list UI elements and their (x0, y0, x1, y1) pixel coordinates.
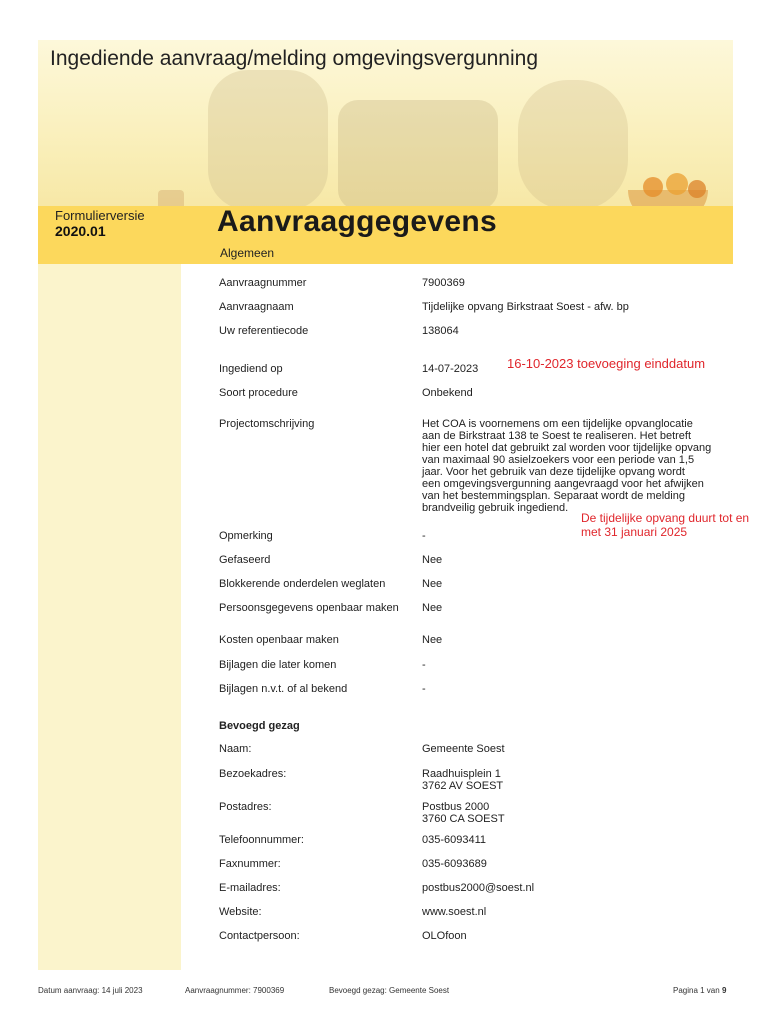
aanvraagnummer-value: 7900369 (422, 277, 465, 289)
bezoekadres-label: Bezoekadres: (219, 768, 287, 780)
fax-value: 035-6093689 (422, 858, 487, 870)
footer-aanvraagnummer: Aanvraagnummer: 7900369 (185, 986, 285, 995)
telefoon-value: 035-6093411 (422, 834, 487, 846)
form-version-value: 2020.01 (55, 223, 106, 239)
footer-bevoegd-gezag: Bevoegd gezag: Gemeente Soest (329, 986, 450, 995)
page-title: Ingediende aanvraag/melding omgevingsvergunning (50, 47, 539, 70)
aanvraagnaam-value: Tijdelijke opvang Birkstraat Soest - afw. bp (422, 301, 629, 313)
footer-page-prefix: Pagina 1 van (673, 986, 720, 995)
persoonsgegevens-value: Nee (422, 602, 443, 614)
form-version-label: Formulierversie (55, 208, 145, 223)
gefaseerd-value: Nee (422, 554, 443, 566)
section-title: Aanvraaggegevens (217, 205, 497, 238)
kosten-value: Nee (422, 634, 443, 646)
annotation-einddatum: 16-10-2023 toevoeging einddatum (507, 356, 706, 371)
postadres-line2: 3760 CA SOEST (422, 813, 505, 825)
ingediend-value: 14-07-2023 (422, 363, 479, 375)
postadres-label: Postadres: (219, 801, 272, 813)
fax-label: Faxnummer: (219, 858, 281, 870)
bijlagen-later-value: - (422, 659, 426, 671)
contactpersoon-value: OLOfoon (422, 930, 467, 942)
referentiecode-value: 138064 (422, 325, 459, 337)
soort-procedure-label: Soort procedure (219, 387, 298, 399)
website-label: Website: (219, 906, 262, 918)
footer-pagination (673, 986, 726, 995)
email-value[interactable]: postbus2000@soest.nl (422, 882, 535, 894)
bezoekadres-line1: Raadhuisplein 1 (422, 768, 501, 780)
aanvraagnummer-label: Aanvraagnummer (219, 277, 307, 289)
annotation-opvang-line2: met 31 januari 2025 (581, 525, 688, 539)
bevoegd-gezag-heading: Bevoegd gezag (219, 720, 300, 732)
blokkerende-value: Nee (422, 578, 443, 590)
persoonsgegevens-label: Persoonsgegevens openbaar maken (219, 602, 399, 614)
kosten-label: Kosten openbaar maken (219, 634, 339, 646)
aanvraagnaam-label: Aanvraagnaam (219, 301, 294, 313)
telefoon-label: Telefoonnummer: (219, 834, 304, 846)
opmerking-value: - (422, 530, 426, 542)
bezoekadres-line2: 3762 AV SOEST (422, 780, 504, 792)
bijlagen-later-label: Bijlagen die later komen (219, 659, 337, 671)
naam-label: Naam: (219, 743, 252, 755)
projectomschrijving-label: Projectomschrijving (219, 418, 315, 430)
footer-datum: Datum aanvraag: 14 juli 2023 (38, 986, 143, 995)
opmerking-label: Opmerking (219, 530, 273, 542)
gefaseerd-label: Gefaseerd (219, 554, 271, 566)
projectomschrijving-value: Het COA is voornemens om een tijdelijke opvanglocatie aan de Birkstraat 138 te Soest te realiseren. Het betreft hier een hotel dat gebruikt zal worden voor tijdelijke opvang van maximaal 90 asielzoekers voor een periode van 1,5 jaar. Voor het gebruik van deze tijdelijke opvang wordt een omgevingsvergunning aangevraagd voor het afwijken van het bestemmingsplan. Separaat wordt de melding brandveilig gebruik ingediend. (422, 418, 712, 514)
annotation-opvang-line1: De tijdelijke opvang duurt tot en (581, 511, 750, 525)
bijlagen-nvt-label: Bijlagen n.v.t. of al bekend (219, 683, 348, 695)
referentiecode-label: Uw referentiecode (219, 325, 309, 337)
ingediend-label: Ingediend op (219, 363, 283, 375)
soort-procedure-value: Onbekend (422, 387, 473, 399)
contactpersoon-label: Contactpersoon: (219, 930, 300, 942)
website-value[interactable]: www.soest.nl (422, 906, 487, 918)
naam-value: Gemeente Soest (422, 743, 505, 755)
postadres-line1: Postbus 2000 (422, 801, 490, 813)
bijlagen-nvt-value: - (422, 683, 426, 695)
email-label: E-mailadres: (219, 882, 281, 894)
footer-page-total: 9 (721, 986, 727, 995)
blokkerende-label: Blokkerende onderdelen weglaten (219, 578, 386, 590)
section-subtitle: Algemeen (220, 246, 275, 260)
